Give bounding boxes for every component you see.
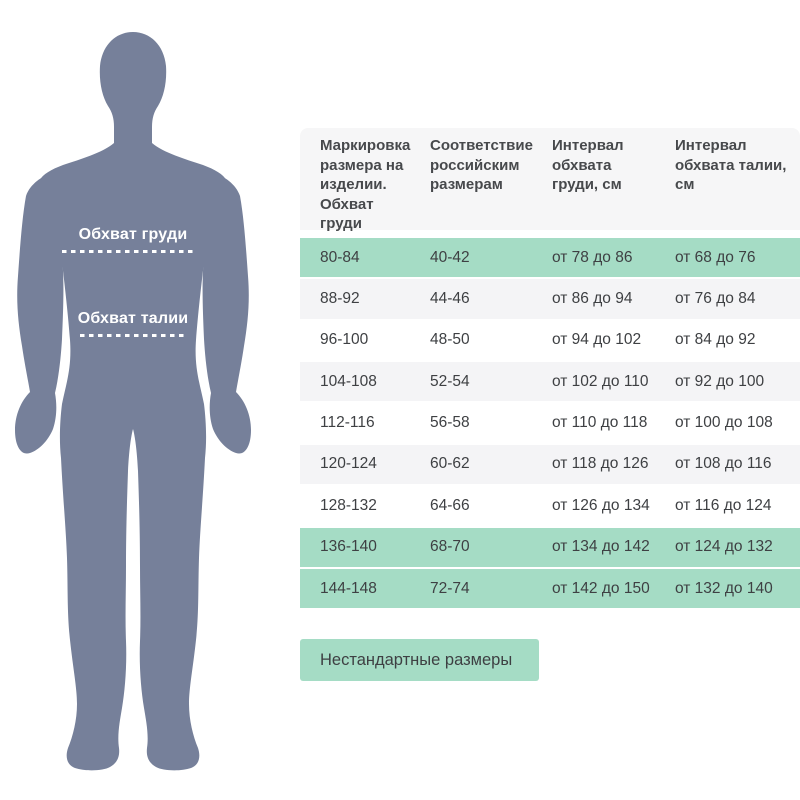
table-row — [300, 404, 800, 443]
table-cell-waist: от 76 до 84 — [675, 289, 756, 307]
table-cell-chest: от 78 до 86 — [552, 248, 633, 266]
table-cell-marking: 80-84 — [320, 248, 360, 266]
table-cell-marking: 88-92 — [320, 289, 360, 307]
table-cell-ru: 56-58 — [430, 414, 470, 432]
table-cell-waist: от 84 до 92 — [675, 331, 756, 349]
table-row — [300, 238, 800, 277]
male-silhouette-icon — [0, 0, 280, 800]
chest-measure-line — [62, 250, 197, 253]
table-cell-ru: 64-66 — [430, 496, 470, 514]
table-cell-chest: от 118 до 126 — [552, 455, 649, 473]
column-header: Интервал обхвата талии, см — [675, 137, 787, 193]
table-cell-marking: 112-116 — [320, 414, 375, 432]
table-cell-chest: от 86 до 94 — [552, 289, 633, 307]
table-row — [300, 569, 800, 608]
table-cell-ru: 44-46 — [430, 289, 470, 307]
chest-measure-label: Обхват груди — [78, 226, 188, 243]
table-row — [300, 528, 800, 567]
table-cell-marking: 128-132 — [320, 496, 377, 514]
body-measurement-figure — [0, 0, 280, 800]
column-header: Маркировка размера на изделии. Обхват груди — [320, 137, 411, 232]
table-cell-chest: от 94 до 102 — [552, 331, 642, 349]
waist-measure-label: Обхват талии — [77, 310, 189, 327]
table-cell-waist: от 116 до 124 — [675, 496, 772, 514]
table-cell-chest: от 102 до 110 — [552, 372, 649, 390]
table-cell-marking: 120-124 — [320, 455, 377, 473]
table-cell-waist: от 124 до 132 — [675, 538, 773, 556]
table-cell-waist: от 100 до 108 — [675, 414, 773, 432]
table-row — [300, 321, 800, 360]
table-header — [300, 128, 800, 230]
table-cell-marking: 96-100 — [320, 331, 369, 349]
table-cell-marking: 104-108 — [320, 372, 377, 390]
table-cell-waist: от 68 до 76 — [675, 248, 756, 266]
table-cell-ru: 40-42 — [430, 248, 470, 266]
table-cell-waist: от 92 до 100 — [675, 372, 765, 390]
table-cell-ru: 68-70 — [430, 538, 470, 556]
table-row — [300, 362, 800, 401]
size-chart-table — [300, 128, 800, 610]
table-cell-ru: 72-74 — [430, 579, 470, 597]
nonstandard-sizes-legend: Нестандартные размеры — [300, 639, 539, 681]
table-cell-marking: 144-148 — [320, 579, 377, 597]
table-row — [300, 445, 800, 484]
table-cell-chest: от 142 до 150 — [552, 579, 650, 597]
table-cell-waist: от 108 до 116 — [675, 455, 772, 473]
table-cell-marking: 136-140 — [320, 538, 377, 556]
table-cell-chest: от 110 до 118 — [552, 414, 648, 432]
table-body — [300, 238, 800, 608]
table-cell-ru: 60-62 — [430, 455, 470, 473]
table-cell-chest: от 134 до 142 — [552, 538, 650, 556]
table-row — [300, 279, 800, 318]
table-cell-ru: 48-50 — [430, 331, 470, 349]
column-header: Интервал обхвата груди, см — [552, 137, 624, 193]
table-cell-chest: от 126 до 134 — [552, 496, 650, 514]
table-cell-ru: 52-54 — [430, 372, 470, 390]
table-row — [300, 486, 800, 525]
waist-measure-line — [80, 334, 187, 337]
column-header: Соответствие российским размерам — [430, 137, 533, 193]
table-cell-waist: от 132 до 140 — [675, 579, 773, 597]
